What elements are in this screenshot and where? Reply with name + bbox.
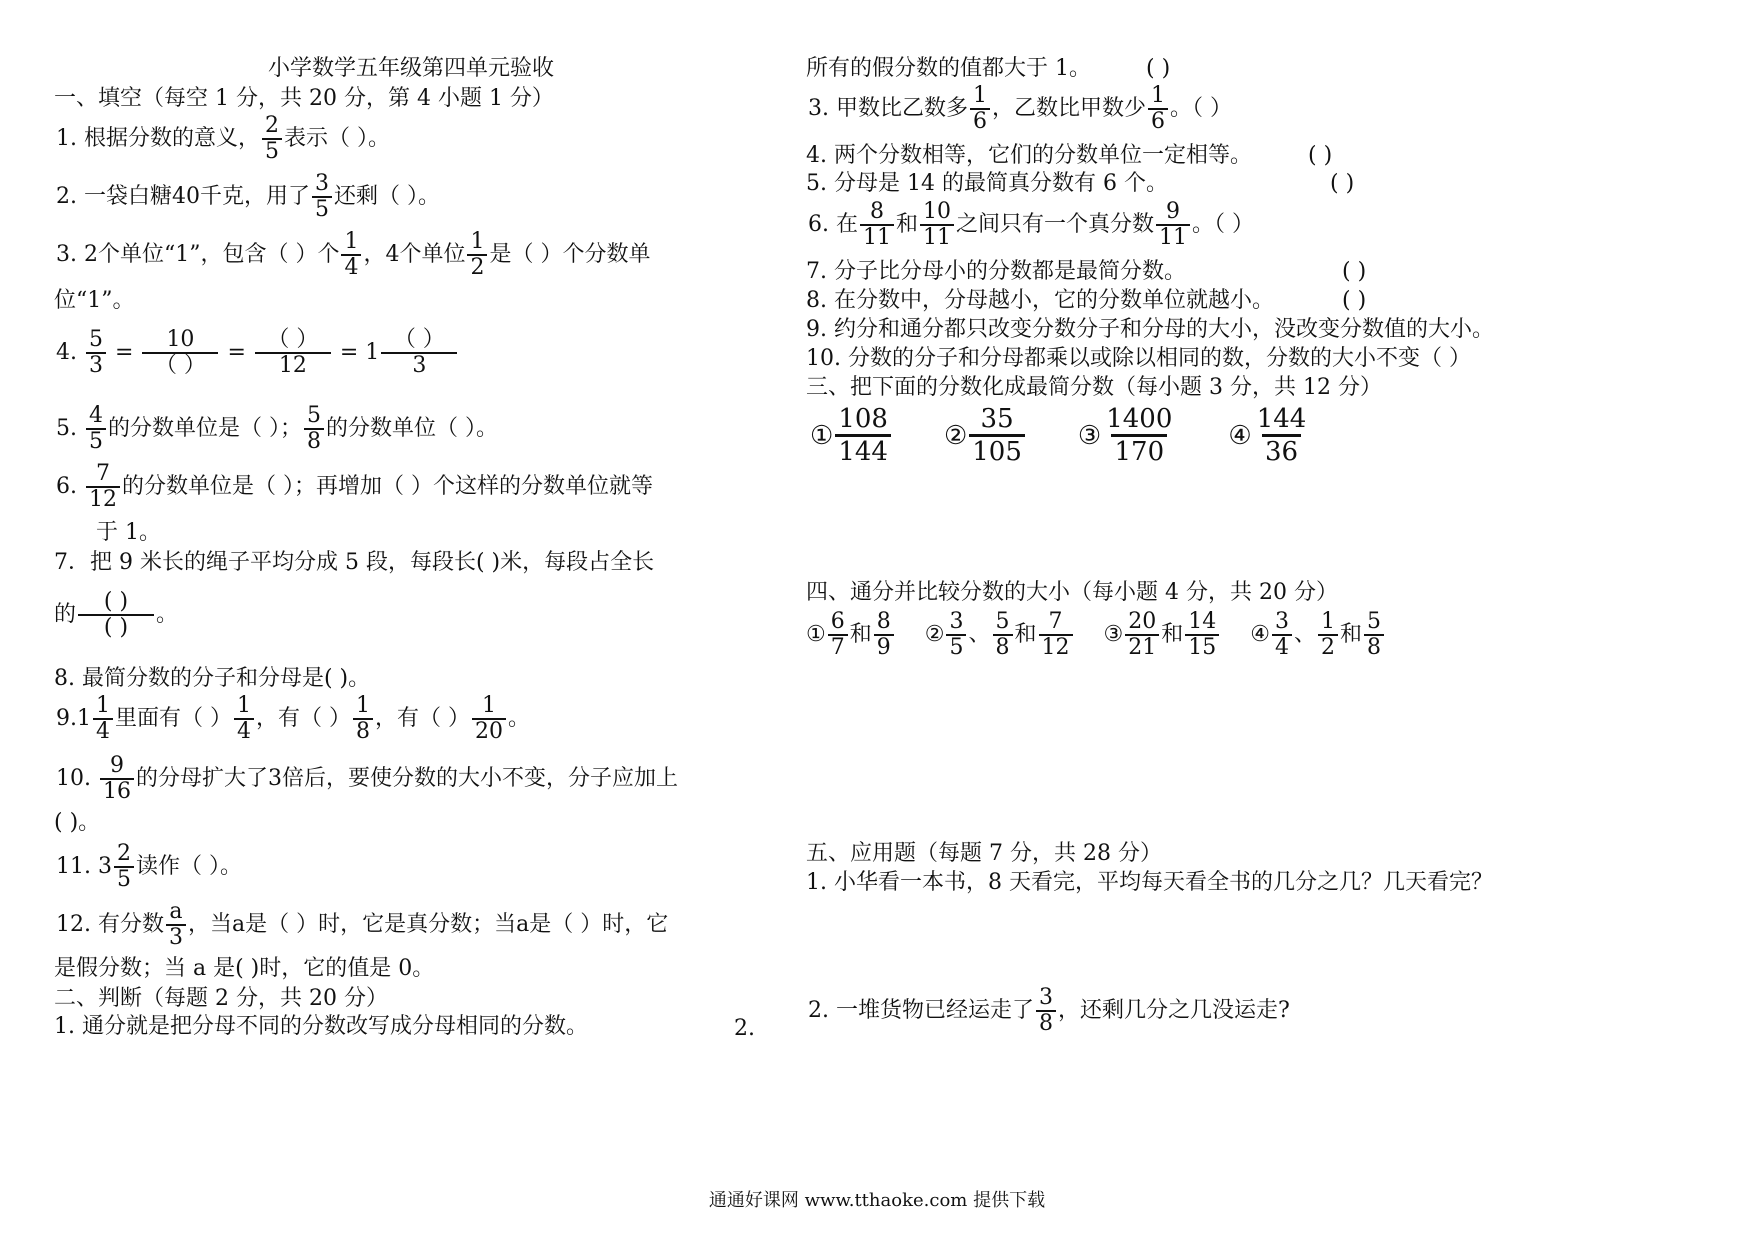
fraction: $\frac{1}{4}$ (234, 694, 254, 744)
judge-q6-text-c: 之间只有一个真分数 (956, 212, 1155, 237)
judge-q4-paren: ( ) (1308, 143, 1333, 168)
fraction: $\frac{2}{5}$ (114, 842, 134, 892)
equals-sign: = (227, 340, 246, 365)
fill-q3-continued: 位“1”。 (54, 288, 135, 313)
judge-q6 (808, 200, 1254, 250)
fraction: $\frac{1}{6}$ (970, 84, 990, 134)
fill-q11 (56, 842, 242, 892)
fraction: $\frac{1}{2}$ (467, 230, 487, 280)
fraction: 10 （ ） (142, 328, 218, 378)
apply-q2-text-a: 2. 一堆货物已经运走了 (808, 998, 1034, 1023)
judge-q5-paren: ( ) (1330, 171, 1355, 196)
fill-q5 (56, 404, 498, 454)
separator: 、 (968, 622, 991, 647)
fraction: $\frac{9}{11}$ (1156, 200, 1190, 250)
fill-q9-text-c: ，有（ ） (256, 706, 351, 731)
separator: 和 (1014, 622, 1037, 647)
fraction: $\frac{10}{11}$ (920, 200, 954, 250)
judge-q6-text-d: 。（ ） (1192, 212, 1255, 237)
fill-q1-text-b: 表示（ ）。 (283, 126, 390, 151)
fill-q7-text-c: 。 (156, 602, 179, 627)
item-mark: ① (810, 420, 834, 451)
fraction: $\frac{1}{4}$ (341, 230, 361, 280)
apply-q1: 1. 小华看一本书，8 天看完，平均每天看全书的几分之几？几天看完？ (806, 870, 1493, 895)
fill-q6-text-b: 的分数单位是（ ）；再增加（ ）个这样的分数单位就等 (122, 474, 653, 499)
fill-q12-continued: 是假分数；当 a 是( )时，它的值是 0。 (54, 956, 435, 981)
fraction: $\frac{3}{5}$ (312, 172, 332, 222)
fraction: $\frac{5}{8}$ (304, 404, 324, 454)
fill-q11-text-b: 读作（ ）。 (135, 854, 242, 879)
fill-q3-text-c: 是（ ）个分数单 (489, 242, 651, 267)
fraction: $\frac{3}{4}$ (1272, 610, 1292, 660)
separator: 、 (1294, 622, 1317, 647)
fraction: $\frac{20}{21}$ (1125, 610, 1159, 660)
fill-q9-label: 9. (56, 706, 77, 731)
fraction: $\frac{8}{9}$ (874, 610, 894, 660)
item-mark: ② (943, 420, 968, 451)
page-title: 小学数学五年级第四单元验收 (268, 56, 555, 81)
apply-q2 (808, 986, 1290, 1036)
fraction: （ ） 12 (255, 328, 331, 378)
fill-q6 (56, 462, 653, 512)
fill-q12-text-b: ，当a是（ ）时，它是真分数；当a是（ ）时，它 (187, 912, 669, 937)
fraction: $\frac{1}{20}$ (472, 694, 506, 744)
judge-q3 (808, 84, 1232, 134)
separator: 和 (849, 622, 872, 647)
fraction: $\frac{1}{2}$ (1318, 610, 1338, 660)
fill-q9-text-b: 里面有（ ） (115, 706, 232, 731)
item-mark: ③ (1077, 420, 1102, 451)
whole-number: = 1 (339, 340, 380, 365)
fill-q6-label: 6. (56, 474, 77, 499)
judge-q6-text-a: 6. 在 (808, 212, 858, 237)
fill-q8: 8. 最简分数的分子和分母是( )。 (54, 666, 371, 691)
judge-q7-paren: ( ) (1342, 259, 1367, 284)
fraction: $\frac{5}{3}$ (86, 328, 106, 378)
judge-q3-text-c: 。（ ） (1170, 96, 1232, 121)
fill-q9-text-e: 。 (508, 706, 531, 731)
fill-q9 (56, 694, 530, 744)
judge-q9: 9. 约分和通分都只改变分数分子和分母的大小，没改变分数值的大小。 (806, 317, 1494, 342)
simplify-list (810, 404, 1311, 467)
fill-q12-text-a: 12. 有分数 (56, 912, 164, 937)
fill-q2-text-b: 还剩（ ）。 (333, 184, 440, 209)
item-mark: ① (806, 622, 826, 647)
section-2-heading: 二、判断（每题 2 分，共 20 分） (54, 986, 388, 1011)
fraction: $\frac{5}{8}$ (993, 610, 1013, 660)
whole-number: 1 (77, 706, 91, 731)
fill-q1 (56, 114, 390, 164)
fill-q2 (56, 172, 440, 222)
apply-q2-text-b: ，还剩几分之几没运走? (1057, 998, 1290, 1023)
fraction: $\frac{35}{105}$ (969, 404, 1025, 467)
item-mark: ④ (1250, 622, 1270, 647)
fraction: $\frac{3}{8}$ (1036, 986, 1056, 1036)
section-5-heading: 五、应用题（每题 7 分，共 28 分） (806, 841, 1162, 866)
item-mark: ④ (1228, 420, 1252, 451)
separator: 和 (1161, 622, 1184, 647)
judge-q6-text-b: 和 (895, 212, 918, 237)
judge-q1: 1. 通分就是把分母不同的分数改写成分母相同的分数。 (54, 1014, 588, 1039)
fill-q10-continued: ( )。 (54, 810, 101, 835)
fill-q7-text-b: 的 (54, 602, 77, 627)
judge-q3-text-a: 3. 甲数比乙数多 (808, 96, 968, 121)
fraction: $\frac{2}{5}$ (262, 114, 282, 164)
fill-q10-text-b: 的分母扩大了3倍后，要使分数的大小不变，分子应加上 (136, 766, 678, 791)
fraction: $\frac{3}{5}$ (946, 610, 966, 660)
fill-q5-text-b: 的分数单位是（ ）； (108, 416, 302, 441)
fraction: （ ） 3 (381, 328, 457, 378)
fraction: $\frac{5}{8}$ (1364, 610, 1384, 660)
judge-q2-paren: ( ) (1146, 56, 1171, 81)
fill-q11-text-a: 11. 3 (56, 854, 112, 879)
fill-q5-label: 5. (56, 416, 77, 441)
fill-q3 (56, 230, 650, 280)
fill-q2-text-a: 2. 一袋白糖40千克，用了 (56, 184, 310, 209)
fraction: $\frac{7}{12}$ (1039, 610, 1073, 660)
item-mark: ② (924, 622, 945, 647)
fraction: $\frac{144}{36}$ (1256, 404, 1307, 467)
fraction: $\frac{8}{11}$ (860, 200, 894, 250)
fraction: ( ) ( ) (78, 590, 154, 640)
fraction: $\frac{14}{15}$ (1185, 610, 1219, 660)
judge-q10: 10. 分数的分子和分母都乘以或除以相同的数，分数的大小不变（ ） (806, 346, 1471, 371)
fill-q5-text-c: 的分数单位（ ）。 (326, 416, 498, 441)
fill-q6-continued: 于 1。 (96, 520, 161, 545)
fill-q10-label: 10. (56, 766, 91, 791)
fill-q7-line2 (54, 590, 178, 640)
fill-q3-text-b: ，4个单位 (363, 242, 466, 267)
fraction: $\frac{6}{7}$ (828, 610, 848, 660)
fraction: $\frac{1}{6}$ (1148, 84, 1168, 134)
fraction: $\frac{4}{5}$ (86, 404, 106, 454)
fill-q12 (56, 900, 668, 950)
separator: 和 (1340, 622, 1363, 647)
judge-q4: 4. 两个分数相等，它们的分数单位一定相等。 (806, 143, 1252, 168)
fill-q9-text-d: ，有（ ） (375, 706, 470, 731)
fraction: $\frac{a}{3}$ (166, 900, 186, 950)
fill-q3-text-a: 3. 2个单位“1”，包含（ ）个 (56, 242, 340, 267)
fraction: $\frac{1}{4}$ (93, 694, 113, 744)
judge-q8: 8. 在分数中，分母越小，它的分数单位就越小。 (806, 288, 1274, 313)
fill-q4 (56, 328, 459, 378)
fill-q1-text-a: 1. 根据分数的意义， (56, 126, 260, 151)
fill-q4-label: 4. (56, 340, 77, 365)
fraction: $\frac{1400}{170}$ (1106, 404, 1173, 467)
judge-q8-paren: ( ) (1342, 288, 1367, 313)
fraction: $\frac{7}{12}$ (86, 462, 120, 512)
judge-q5: 5. 分母是 14 的最简真分数有 6 个。 (806, 171, 1168, 196)
equals-sign: = (115, 340, 134, 365)
judge-q2-number: 2. (734, 1016, 755, 1041)
compare-list (806, 610, 1386, 660)
judge-q3-text-b: ，乙数比甲数少 (991, 96, 1146, 121)
fraction: $\frac{108}{144}$ (835, 404, 891, 467)
fraction: $\frac{1}{8}$ (353, 694, 373, 744)
footer-credit: 通通好课网 www.tthaoke.com 提供下载 (708, 1190, 1046, 1211)
section-1-heading: 一、填空（每空 1 分，共 20 分，第 4 小题 1 分） (54, 86, 554, 111)
section-4-heading: 四、通分并比较分数的大小（每小题 4 分，共 20 分） (806, 580, 1338, 605)
item-mark: ③ (1103, 622, 1124, 647)
section-3-heading: 三、把下面的分数化成最简分数（每小题 3 分，共 12 分） (806, 375, 1382, 400)
judge-q7: 7. 分子比分母小的分数都是最简分数。 (806, 259, 1186, 284)
fill-q7: 7．把 9 米长的绳子平均分成 5 段，每段长( )米，每段占全长 (54, 550, 655, 575)
fill-q10 (56, 754, 678, 804)
judge-q2-text: 所有的假分数的值都大于 1。 (806, 56, 1091, 81)
fraction: $\frac{9}{16}$ (100, 754, 134, 804)
